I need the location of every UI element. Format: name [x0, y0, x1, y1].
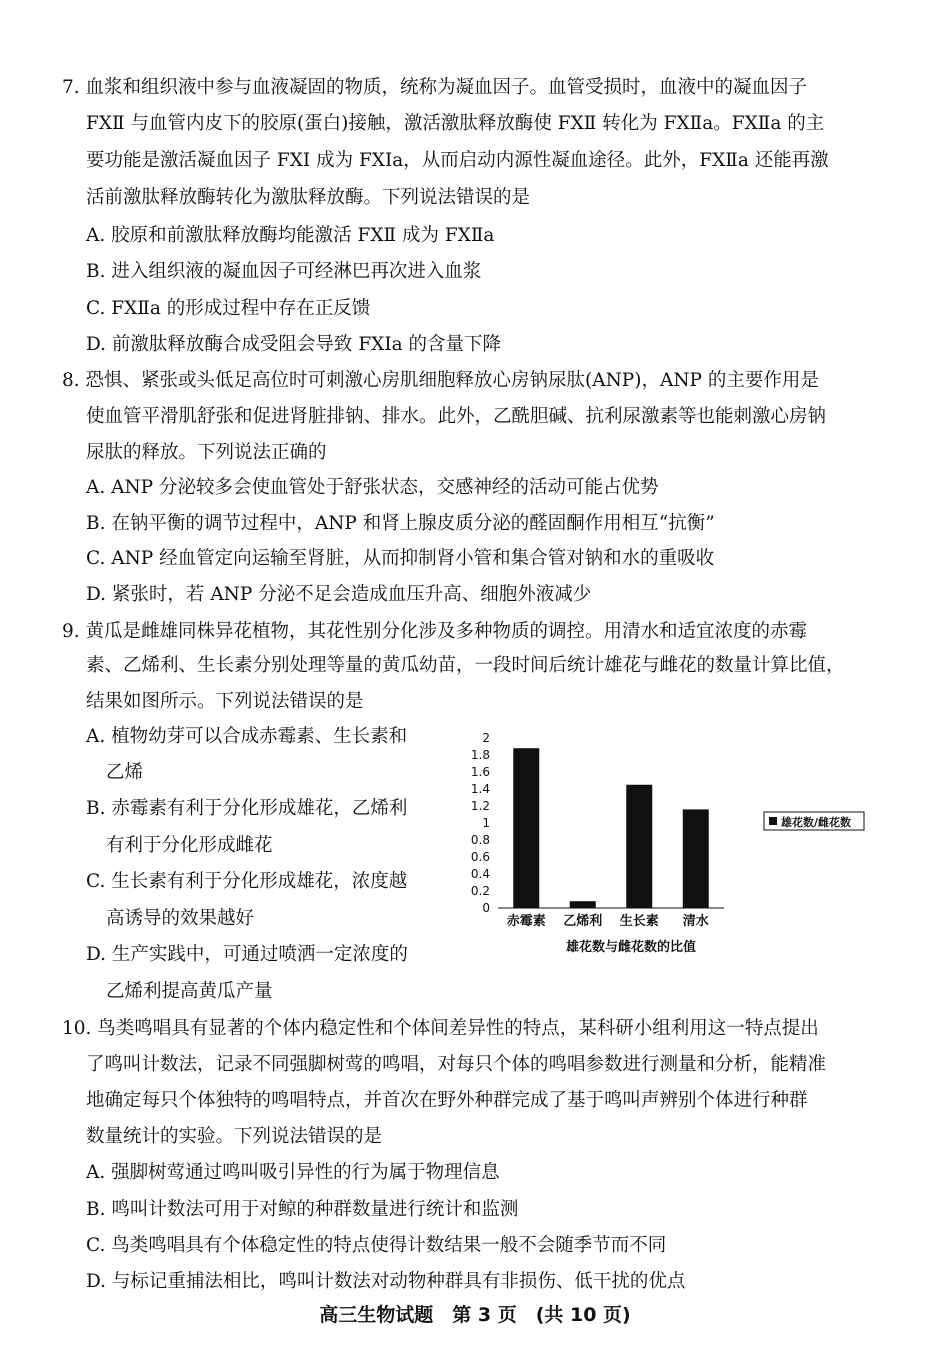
q7-stem-line-2: FXⅡ 与血管内皮下的胶原(蛋白)接触，激活激肽释放酶使 FXⅡ 转化为 FXⅡa。FXⅡa 的主 [86, 113, 825, 134]
q10-option-b: B. 鸣叫计数法可用于对鲸的种群数量进行统计和监测 [86, 1199, 519, 1220]
x-axis-labels [507, 913, 709, 929]
y-tick-label: 0 [482, 901, 490, 915]
y-tick-label: 1.8 [470, 748, 490, 762]
x-tick-label: 乙烯利 [563, 914, 603, 929]
bar-生长素 [626, 785, 652, 908]
y-tick-label: 1.4 [470, 782, 490, 796]
legend-swatch [769, 817, 777, 825]
q10-option-c: C. 鸟类鸣唱具有个体稳定性的特点使得计数结果一般不会随季节而不同 [86, 1235, 667, 1256]
x-tick-label: 清水 [682, 914, 709, 929]
q8-option-c: C. ANP 经血管定向运输至肾脏，从而抑制肾小管和集合管对钠和水的重吸收 [86, 548, 715, 569]
x-tick-label: 赤霉素 [506, 914, 546, 929]
x-tick-label: 生长素 [619, 914, 659, 929]
y-tick-label: 1 [482, 816, 490, 830]
q8-stem-line-1: 8. 恐惧、紧张或头低足高位时可刺激心房肌细胞释放心房钠尿肽(ANP)，ANP 的主要作用是 [62, 370, 819, 391]
q10-stem-line-4: 数量统计的实验。下列说法错误的是 [86, 1126, 383, 1147]
q9-option-b-cont: 有利于分化形成雌花 [106, 835, 273, 856]
q7-option-d: D. 前激肽释放酶合成受阻会导致 FXⅠa 的含量下降 [86, 334, 502, 355]
y-tick-label: 0.8 [470, 833, 490, 847]
q9-stem-line-3: 结果如图所示。下列说法错误的是 [86, 691, 364, 712]
q8-stem-line-2: 使血管平滑肌舒张和促进肾脏排钠、排水。此外，乙酰胆碱、抗利尿激素等也能刺激心房钠 [86, 406, 827, 427]
bar-清水 [683, 809, 709, 908]
q8-stem-line-3: 尿肽的释放。下列说法正确的 [86, 442, 327, 463]
y-tick-label: 1.2 [470, 799, 490, 813]
q7-option-a: A. 胶原和前激肽释放酶均能激活 FXⅡ 成为 FXⅡa [86, 225, 495, 246]
q9-option-c: C. 生长素有利于分化形成雄花，浓度越 [86, 871, 408, 892]
q8-option-d: D. 紧张时，若 ANP 分泌不足会造成血压升高、细胞外液减少 [86, 584, 592, 605]
q10-stem-line-3: 地确定每只个体独特的鸣唱特点，并首次在野外种群完成了基于鸣叫声辨别个体进行种群 [86, 1090, 808, 1111]
q7-option-c: C. FXⅡa 的形成过程中存在正反馈 [86, 298, 371, 319]
y-tick-label: 0.2 [470, 884, 490, 898]
q9-option-a-cont: 乙烯 [106, 762, 144, 783]
x-axis-title: 雄花数与雌花数的比值 [566, 940, 697, 955]
q9-option-a: A. 植物幼芽可以合成赤霉素、生长素和 [86, 726, 408, 747]
y-tick-label: 1.6 [470, 765, 490, 779]
legend-label: 雄花数/雌花数 [781, 816, 852, 829]
q9-stem-line-1: 9. 黄瓜是雌雄同株异花植物，其花性别分化涉及多种物质的调控。用清水和适宜浓度的赤霉 [62, 621, 808, 642]
ratio-bar-chart [462, 726, 882, 966]
q9-option-d: D. 生产实践中，可通过喷洒一定浓度的 [86, 944, 408, 965]
bar-赤霉素 [513, 748, 539, 908]
q10-stem-line-2: 了鸣叫计数法，记录不同强脚树莺的鸣唱，对每只个体的鸣唱参数进行测量和分析，能精准 [86, 1054, 827, 1075]
y-tick-label: 0.6 [470, 850, 490, 864]
q10-stem-line-1: 10. 鸟类鸣唱具有显著的个体内稳定性和个体间差异性的特点，某科研小组利用这一特点提出 [62, 1018, 819, 1039]
bar-乙烯利 [570, 901, 596, 908]
q9-stem-line-2: 素、乙烯利、生长素分别处理等量的黄瓜幼苗，一段时间后统计雄花与雌花的数量计算比值， [86, 655, 845, 676]
q9-option-d-cont: 乙烯利提高黄瓜产量 [106, 981, 273, 1002]
q9-option-c-cont: 高诱导的效果越好 [106, 908, 255, 929]
q9-option-b: B. 赤霉素有利于分化形成雄花，乙烯利 [86, 798, 408, 819]
q8-option-a: A. ANP 分泌较多会使血管处于舒张状态，交感神经的活动可能占优势 [86, 477, 659, 498]
q10-option-a: A. 强脚树莺通过鸣叫吸引异性的行为属于物理信息 [86, 1162, 500, 1183]
y-tick-label: 0.4 [470, 867, 490, 881]
q7-stem-line-3: 要功能是激活凝血因子 FXⅠ 成为 FXⅠa，从而启动内源性凝血途径。此外，FXⅡa 还能再激 [86, 150, 829, 171]
q7-stem-line-4: 活前激肽释放酶转化为激肽释放酶。下列说法错误的是 [86, 187, 531, 208]
y-tick-label: 2 [482, 731, 490, 745]
q7-stem-line-1: 7. 血浆和组织液中参与血液凝固的物质，统称为凝血因子。血管受损时，血液中的凝血因子 [62, 77, 808, 98]
q10-option-d: D. 与标记重捕法相比，鸣叫计数法对动物种群具有非损伤、低干扰的优点 [86, 1271, 686, 1292]
page-footer: 高三生物试题 第 3 页 (共 10 页) [319, 1304, 631, 1326]
bars [513, 748, 709, 908]
q8-option-b: B. 在钠平衡的调节过程中，ANP 和肾上腺皮质分泌的醛固酮作用相互“抗衡” [86, 513, 715, 534]
y-axis-ticks [471, 731, 490, 915]
q7-option-b: B. 进入组织液的凝血因子可经淋巴再次进入血浆 [86, 261, 482, 282]
